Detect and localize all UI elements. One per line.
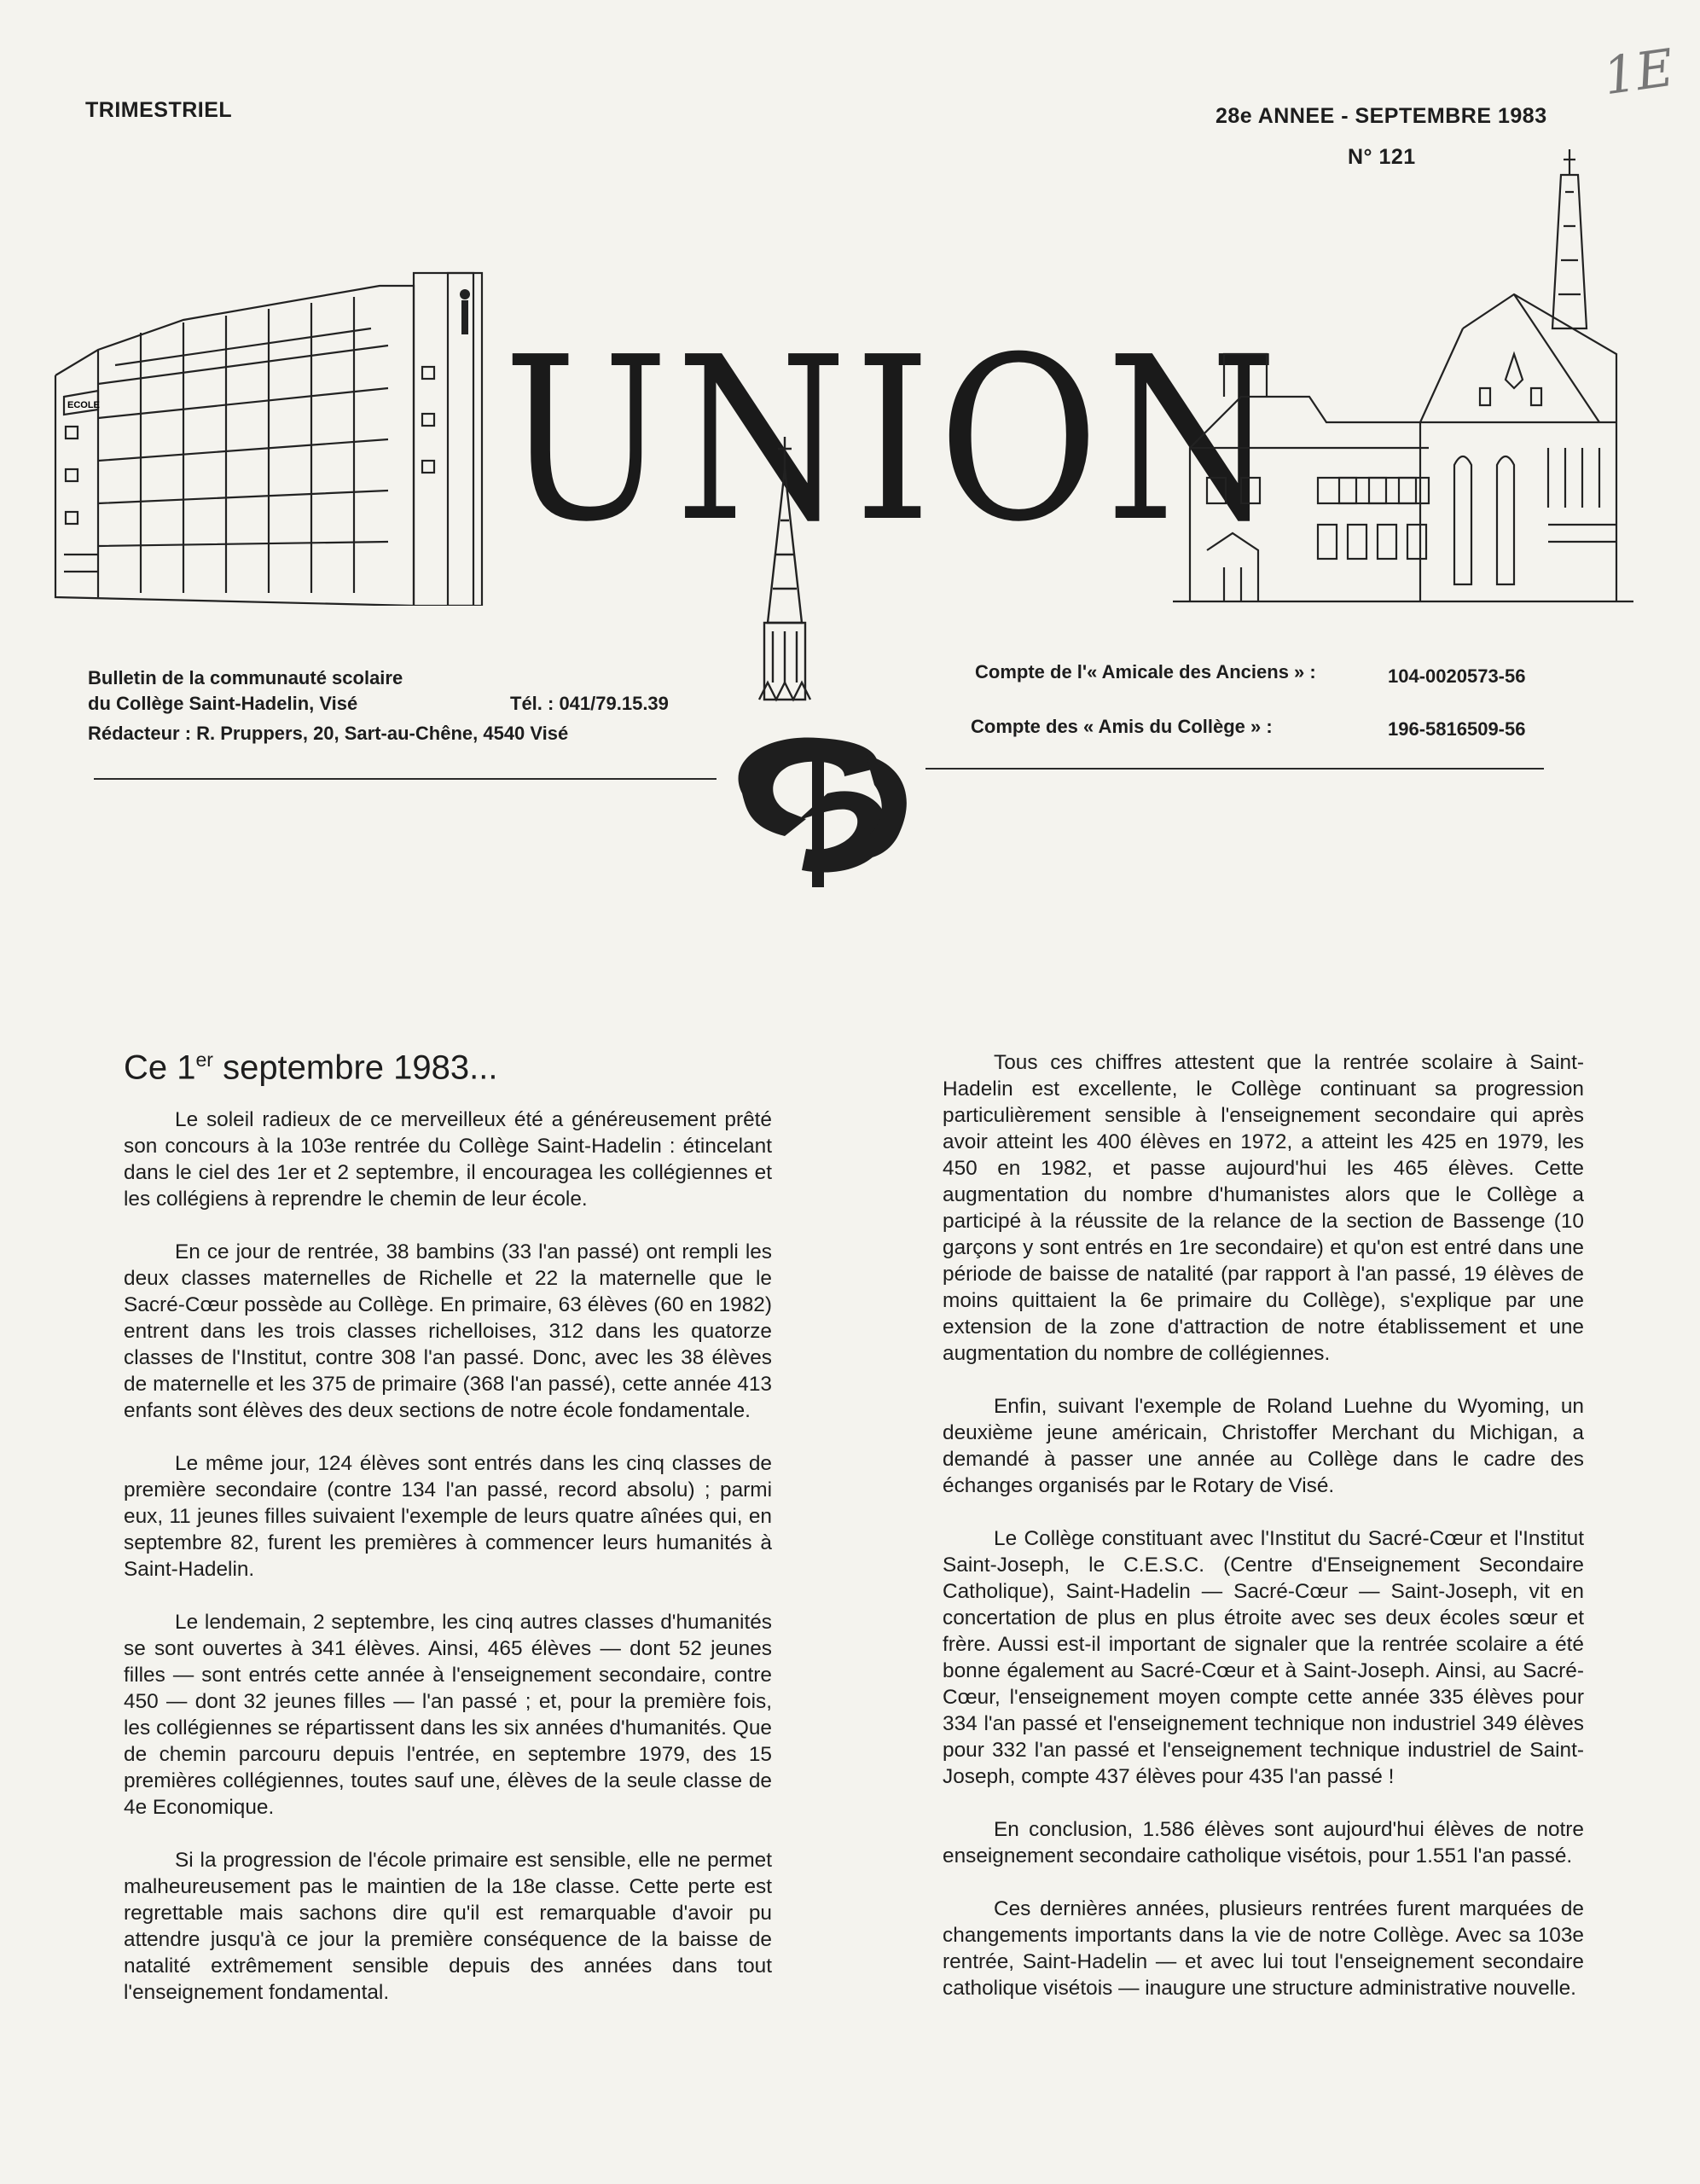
bulletin-subtitle: Bulletin de la communauté scolaire [88,667,403,688]
editor-address: Rédacteur : R. Pruppers, 20, Sart-au-Chêne, 4540 Visé [88,723,569,744]
divider-left [94,778,717,780]
article-paragraph: Le Collège constituant avec l'Institut du Sacré-Cœur et l'Institut Saint-Joseph, le C.E.S.C. (Centre d'Enseignement Secondaire Catholique), Saint-Hadelin — Sacré-Cœur — Saint-Joseph, vit en concertation de plus en plus étroite avec ses deux écoles sœur et frère. Aussi est-il important de signaler que la rentrée scolaire a été bonne également au Sacré-Cœur et à Saint-Joseph. Ainsi, au Sacré-Cœur, l'enseignement moyen compte cette année 335 élèves pour 334 l'an passé et l'enseignement technique non industriel 349 élèves pour 332 l'an passé et l'enseignement technique industriel de Saint-Joseph, compte 437 élèves pour 435 l'an passé ! [943,1527,1584,1788]
article-paragraph: Le lendemain, 2 septembre, les cinq autres classes d'humanités se sont ouvertes à 341 élèves. Ainsi, 465 élèves — dont 52 jeunes filles — sont entrés cette année à l'enseignement secondaire, contre 450 — dont 32 jeunes filles — l'an passé ; et, pour la première fois, les collégiennes se répartissent dans les six années d'humanités. Que de chemin parcouru depuis l'entrée, en septembre 1979, des 15 premières collégiennes, toutes sauf une, élèves de la seule classe de 4e Economique. [124,1611,772,1820]
article-column-left [124,1039,772,2032]
account-anciens-number: 104-0020573-56 [1388,665,1526,687]
article-paragraph: En conclusion, 1.586 élèves sont aujourd'hui élèves de notre enseignement secondaire catholique visétois, pour 1.551 l'an passé. [943,1818,1584,1867]
phone-number: Tél. : 041/79.15.39 [510,693,669,714]
article-paragraph: Enfin, suivant l'exemple de Roland Luehne du Wyoming, un deuxième jeune américain, Christoffer Merchant du Michigan, a demandé à passer une année au Collège dans le cadre des échanges organisés par le Rotary de Visé. [943,1395,1584,1497]
article-paragraph: Le même jour, 124 élèves sont entrés dans les cinq classes de première secondaire (contre 134 l'an passé, record absolu) ; parmi eux, 11 jeunes filles suivaient l'exemple de leurs quatre aînées qui, en septembre 82, furent les premières à commencer leurs humanités à Saint-Hadelin. [124,1452,772,1582]
college-name: du Collège Saint-Hadelin, Visé [88,693,358,714]
divider-right [925,768,1544,770]
edition-label: 28e ANNEE - SEPTEMBRE 1983 [1216,104,1547,128]
article-paragraph: Si la progression de l'école primaire est sensible, elle ne permet malheureusement pas le maintien de la 18e classe. Cette perte est regrettable mais sachons dire qu'il est remarquable d'avoir pu attendre jusqu'à ce jour la première conséquence de la baisse de natalité extrêmement sensible depuis des années dans tout l'enseignement fondamental. [124,1849,772,2005]
account-anciens-label: Compte de l'« Amicale des Anciens » : [975,661,1316,682]
article-title: Ce 1er septembre 1983... [124,1048,498,1087]
article-paragraph: Le soleil radieux de ce merveilleux été a généreusement prêté son concours à la 103e rentrée du Collège Saint-Hadelin : étincelant dans le ciel des 1er et 2 septembre, il encouragea les collégiennes et les collégiens à reprendre le chemin de leur école. [124,1108,772,1211]
account-amis-label: Compte des « Amis du Collège » : [971,716,1273,737]
building-sign: ECOLE [67,400,100,410]
article-paragraph: Ces dernières années, plusieurs rentrées furent marquées de changements importants dans la vie de notre Collège. Avec sa 103e rentrée, Saint-Hadelin — et avec lui tout l'enseignement secondaire catholique visétois — inaugure une structure administrative nouvelle. [943,1897,1584,2000]
account-amis-number: 196-5816509-56 [1388,718,1526,740]
handwritten-mark: 1E [1599,38,1678,107]
frequency-label: TRIMESTRIEL [85,98,233,122]
school-building-illustration [47,247,525,606]
masthead-title: UNION [503,310,1285,572]
article-paragraph: En ce jour de rentrée, 38 bambins (33 l'an passé) ont rempli les deux classes maternelles de Richelle et 22 la maternelle que le Sacré-Cœur possède au Collège. En primaire, 63 élèves (60 en 1982) entrent dans les trois classes richelloises, 312 dans les quatorze classes de l'Institut, contre 308 l'an passé. Donc, avec les 38 élèves de maternelle et les 375 de primaire (368 l'an passé), cette année 413 enfants sont élèves des deux sections de notre école fondamentale. [124,1240,772,1423]
issue-number: N° 121 [1348,145,1416,169]
article-column-right [943,1049,1584,2028]
article-paragraph: Tous ces chiffres attestent que la rentrée scolaire à Saint-Hadelin est excellente, le Collège continuant sa progression particulièrement sensible à l'enseignement secondaire qui après avoir atteint les 400 élèves en 1972, a atteint les 425 en 1979, les 450 en 1982, et passe aujourd'hui les 465 élèves. Cette augmentation du nombre d'humanistes alors que le Collège a participé à la réussite de la relance de la section de Bassenge (10 garçons y sont entrés en 1re secondaire) et qu'on est entré dans une période de baisse de natalité (par rapport à l'an passé, 19 élèves de moins quittaient la 6e primaire du Collège), s'explique par une extension de la zone d'attraction de notre établissement et une augmentation du nombre de collégiennes. [943,1051,1584,1365]
steeple-logo-illustration [717,427,938,930]
church-illustration [1173,141,1633,610]
